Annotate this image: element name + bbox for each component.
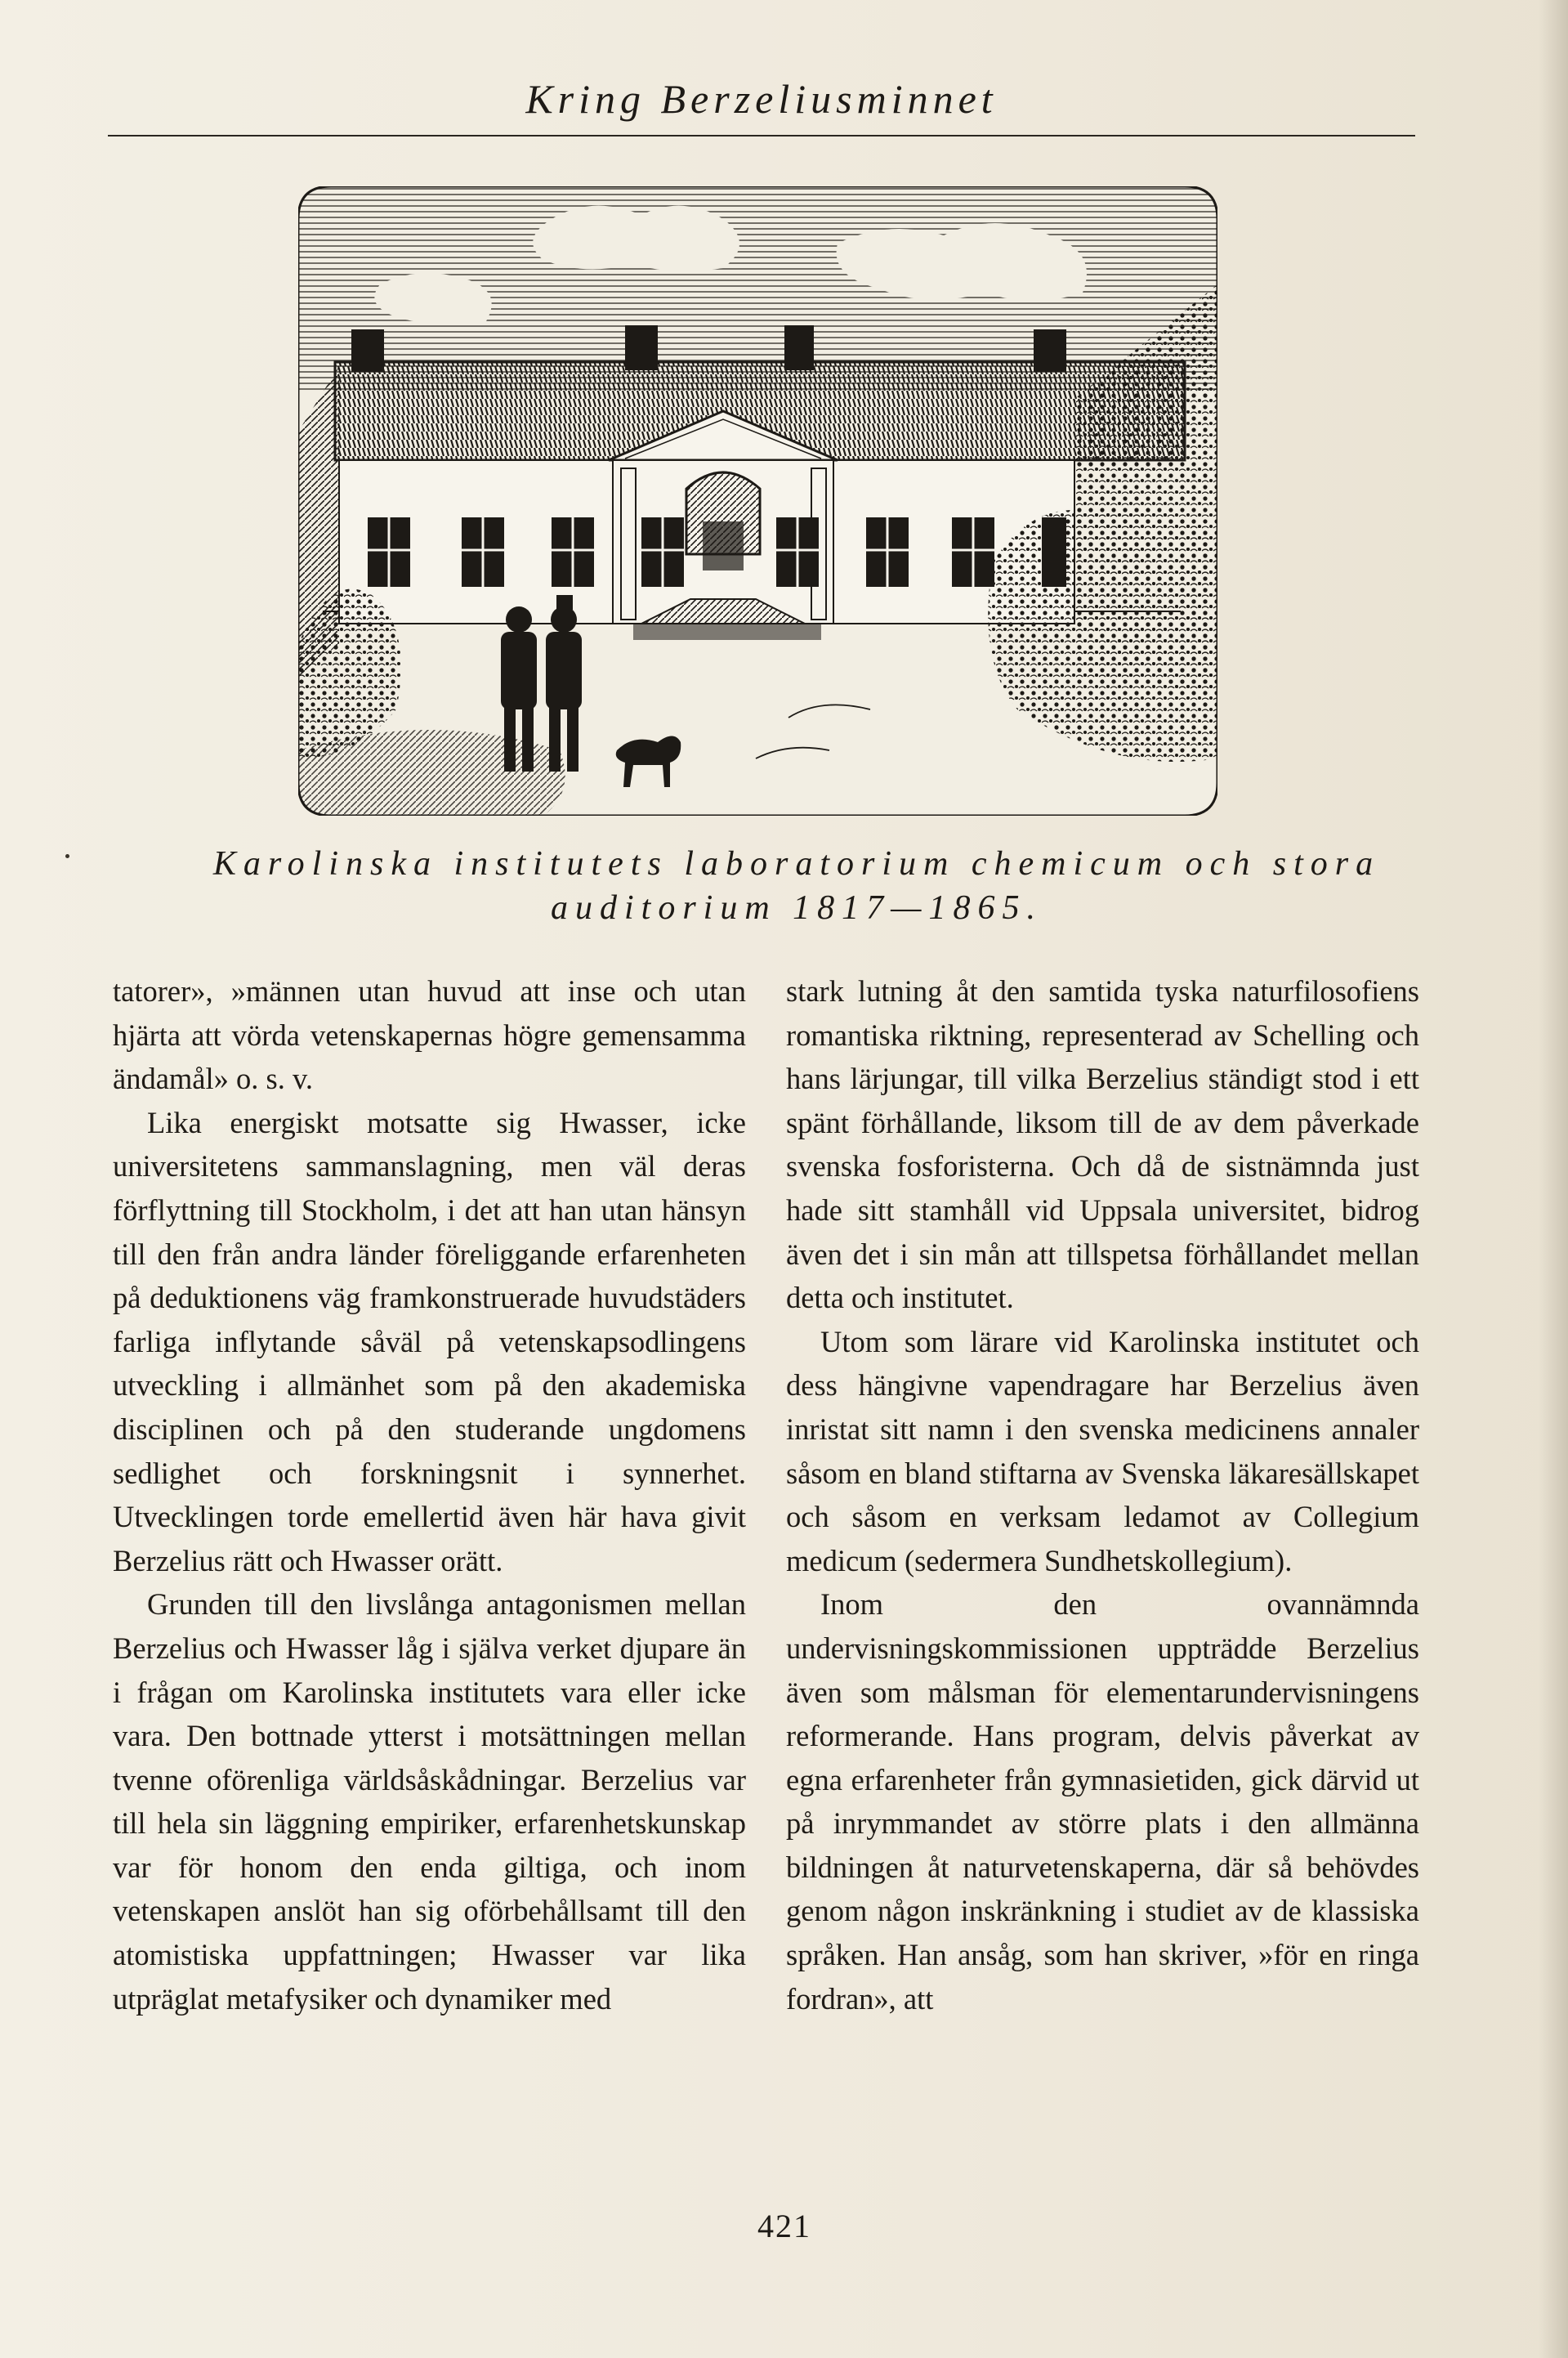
header-rule bbox=[108, 135, 1415, 136]
left-paragraph-3: Grunden till den livslånga antagonismen mellan Berzelius och Hwasser låg i själva verket djupare än i frågan om Karolinska institutets vara eller icke vara. Den bottnade ytterst i motsättningen mellan tvenne oförenliga världsåskådningar. Berzelius var till hela sin läggning empiriker, erfarenhetskunskap var för honom den enda giltiga, och inom vetenskapen anslöt han sig oförbehållsamt till den atomistiska uppfattningen; Hwasser var lika utpräglat metafysiker och dynamiker med bbox=[113, 1587, 746, 2016]
right-paragraph-1: stark lutning åt den samtida tyska naturfilosofiens romantiska riktning, representerad av Schelling och hans lärjungar, till vilka Berzelius ständigt stod i ett spänt förhållande, liksom till de av dem påverkade svenska fosforisterna. Och då de sistnämnda just hade sitt stamhåll vid Uppsala universitet, bidrog även det i sin mån att tillspetsa förhållandet mellan detta och institutet. bbox=[786, 974, 1419, 1315]
right-paragraph-3: Inom den ovannämnda undervisningskommissionen uppträdde Berzelius även som målsman för elementarundervisningens reformerande. Hans program, delvis påverkat av egna erfarenheter från gymnasietiden, gick därvid ut på inrymmandet av större plats i den allmänna bildningen åt naturvetenskaperna, där så behövdes genom någon inskränkning i studiet av de klassiska språken. Han ansåg, som han skriver, »för en ringa fordran», att bbox=[786, 1587, 1419, 2016]
caption-line-1: Karolinska institutets laboratorium chemicum och stora bbox=[212, 845, 1381, 883]
left-paragraph-1: tatorer», »männen utan huvud att inse och utan hjärta att vörda vetenskapernas högre gemensamma ändamål» o. s. v. bbox=[113, 974, 746, 1096]
running-head: Kring Berzeliusminnet bbox=[525, 76, 998, 122]
margin-dot bbox=[65, 854, 69, 858]
page-edge-shadow bbox=[1539, 0, 1568, 2358]
building-engraving bbox=[298, 186, 1217, 816]
page-number: 421 bbox=[757, 2208, 811, 2244]
figure-caption bbox=[163, 842, 1430, 930]
right-column bbox=[786, 969, 1419, 2020]
right-paragraph-2: Utom som lärare vid Karolinska institutet och dess hängivne vapendragare har Berzelius även inristat sitt namn i den svenska medicinens annaler såsom en bland stiftarna av Svenska läkaresällskapet och såsom en verksam ledamot av Collegium medicum (sedermera Sundhetskollegium). bbox=[786, 1324, 1419, 1577]
caption-line-2: auditorium 1817—1865. bbox=[550, 889, 1043, 927]
left-column bbox=[113, 969, 746, 2020]
left-paragraph-2: Lika energiskt motsatte sig Hwasser, icke universitetens sammanslagning, men väl deras förflyttning till Stockholm, i det att han utan hänsyn till den från andra länder föreliggande erfarenheten på deduktionens väg framkonstruerade huvudstäders farliga inflytande såväl på vetenskapsodlingens utveckling i allmänhet som på den akademiska disciplinen och på den studerande ungdomens sedlighet och forskningsnit i synnerhet. Utvecklingen torde emellertid även här hava givit Berzelius rätt och Hwasser orätt. bbox=[113, 1105, 746, 1577]
